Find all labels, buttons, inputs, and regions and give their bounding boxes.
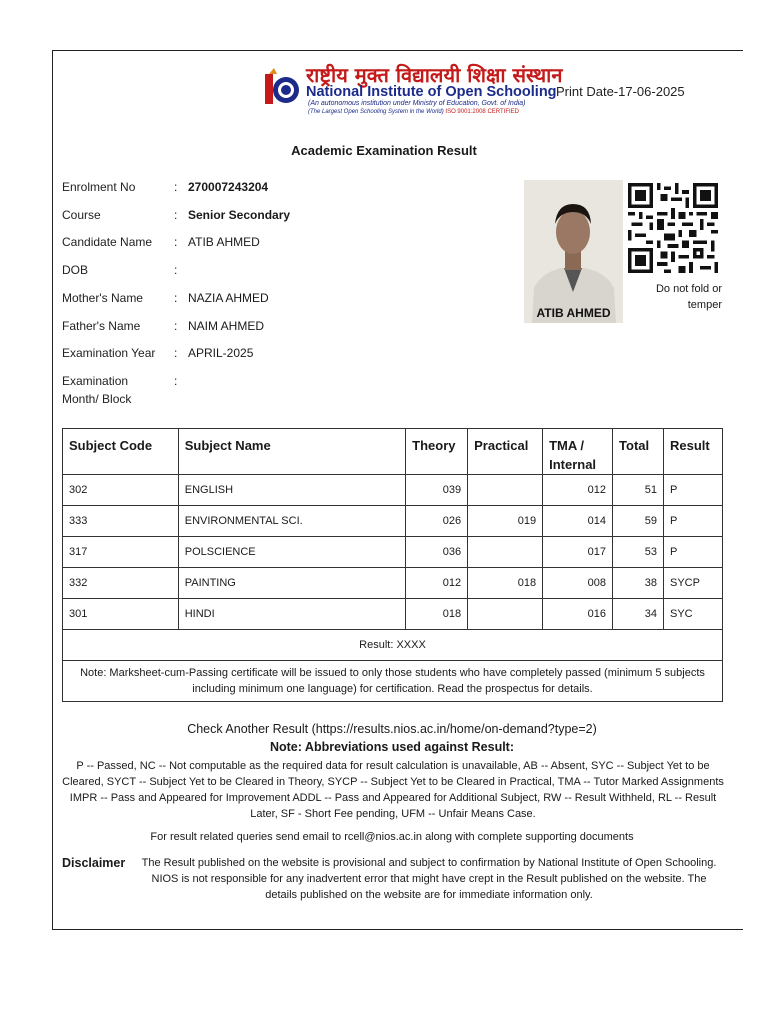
note-row xyxy=(63,661,723,702)
cell-theory: 012 xyxy=(406,568,468,599)
mother-name-label: Mother's Name xyxy=(62,291,143,305)
cell-practical: 018 xyxy=(468,568,543,599)
table-row xyxy=(63,599,723,630)
institute-english-name xyxy=(306,84,557,100)
dob-label: DOB xyxy=(62,263,89,277)
result-summary-row xyxy=(63,630,723,661)
cell-practical xyxy=(468,599,543,630)
institute-tagline: (An autonomous institution under Ministry of Education, Govt. of India) xyxy=(308,100,526,107)
photo-caption: ATIB AHMED xyxy=(536,306,611,320)
person-silhouette-icon xyxy=(524,180,623,323)
iso-certified: ISO 9001:2008 CERTIFIED xyxy=(445,109,519,115)
cell-code: 301 xyxy=(63,599,179,630)
abbreviations-text: P -- Passed, NC -- Not computable as the required data for result calculation is unavailable, AB -- Absent, SYC -- Subject Yet to be Cleared, SYCT -- Subject Yet to be Cleared in Theory, SYCP -- Subject Yet to be Cleared in Practical, TMA -- Tutor Marked Assignments IMPR -- Pass and Appeared for Improvement ADDL -- Pass and Appeared for Additional Subject, RW -- Result Withheld, RL -- Result Later, SF - Short Fee pending, UFM -- Unfair Means Case. xyxy=(62,760,724,820)
cell-name: HINDI xyxy=(178,599,405,630)
cell-result: P xyxy=(663,537,722,568)
cell-result: P xyxy=(663,506,722,537)
cell-theory: 039 xyxy=(406,475,468,506)
nios-logo xyxy=(264,63,563,122)
cell-theory: 026 xyxy=(406,506,468,537)
institute-tagline2 xyxy=(308,109,519,115)
cell-result: SYCP xyxy=(663,568,722,599)
enrolment-value: 270007243204 xyxy=(188,180,269,194)
candidate-name-label: Candidate Name xyxy=(62,235,153,249)
cell-tma: 017 xyxy=(543,537,613,568)
candidate-name-value: ATIB AHMED xyxy=(188,235,260,249)
tagline2-text: (The Largest Open Schooling System in the World) xyxy=(308,109,444,115)
check-another-url[interactable]: (https://results.nios.ac.in/home/on-demand?type=2) xyxy=(311,722,597,736)
mother-name-value: NAZIA AHMED xyxy=(188,291,269,305)
enrolment-label: Enrolment No xyxy=(62,180,136,194)
institute-name-suffix: Open Schooling xyxy=(445,84,557,100)
candidate-photo xyxy=(524,180,623,323)
table-row xyxy=(63,568,723,599)
table-row xyxy=(63,506,723,537)
course-value: Senior Secondary xyxy=(188,208,291,222)
cell-practical xyxy=(468,475,543,506)
table-row xyxy=(63,475,723,506)
cell-tma: 016 xyxy=(543,599,613,630)
header-theory: Theory xyxy=(406,429,468,475)
institute-hindi-name: राष्ट्रीय मुक्त विद्यालयी शिक्षा संस्थान xyxy=(306,63,563,87)
header-subject-code: Subject Code xyxy=(63,429,179,475)
cell-total: 34 xyxy=(613,599,664,630)
cell-name: PAINTING xyxy=(178,568,405,599)
cell-theory: 036 xyxy=(406,537,468,568)
abbreviations-title: Note: Abbreviations used against Result: xyxy=(269,740,515,754)
cell-practical xyxy=(468,537,543,568)
colon: : xyxy=(174,291,178,305)
cell-code: 332 xyxy=(63,568,179,599)
header-practical: Practical xyxy=(468,429,543,475)
cell-total: 59 xyxy=(613,506,664,537)
cell-code: 302 xyxy=(63,475,179,506)
queries-note: For result related queries send email to rcell@nios.ac.in along with complete supporting documents xyxy=(150,831,634,843)
cell-code: 333 xyxy=(63,506,179,537)
cell-tma: 014 xyxy=(543,506,613,537)
header-total: Total xyxy=(613,429,664,475)
result-summary: Result: XXXX xyxy=(63,630,723,661)
colon: : xyxy=(174,263,178,277)
disclaimer-label: Disclaimer xyxy=(62,856,126,870)
qr-note: Do not fold or temper xyxy=(655,283,722,311)
colon: : xyxy=(174,208,178,222)
page-title: Academic Examination Result xyxy=(291,143,477,158)
cell-name: ENGLISH xyxy=(178,475,405,506)
cell-total: 51 xyxy=(613,475,664,506)
qr-code-icon xyxy=(626,183,720,273)
print-date: Print Date-17-06-2025 xyxy=(556,84,685,99)
certificate-note: Note: Marksheet-cum-Passing certificate will be issued to only those students who have completely passed (minimum 5 subjects including minimum one language) for certification. Read the prospectus for details. xyxy=(63,661,723,702)
cell-total: 38 xyxy=(613,568,664,599)
cell-theory: 018 xyxy=(406,599,468,630)
cell-result: P xyxy=(663,475,722,506)
exam-year-value: APRIL-2025 xyxy=(188,346,254,360)
cell-name: POLSCIENCE xyxy=(178,537,405,568)
cell-practical: 019 xyxy=(468,506,543,537)
father-name-label: Father's Name xyxy=(62,319,141,333)
exam-year-label: Examination Year xyxy=(62,346,156,360)
check-another-result xyxy=(0,722,768,736)
exam-month-label: Examination Month/ Block xyxy=(62,374,132,406)
colon: : xyxy=(174,374,178,388)
colon: : xyxy=(174,235,178,249)
colon: : xyxy=(174,346,178,360)
institute-name-prefix: National Institute of xyxy=(306,84,442,100)
cell-code: 317 xyxy=(63,537,179,568)
check-another-label[interactable]: Check Another Result xyxy=(187,722,309,736)
cell-name: ENVIRONMENTAL SCI. xyxy=(178,506,405,537)
header-result: Result xyxy=(663,429,722,475)
course-label: Course xyxy=(62,208,101,222)
disclaimer-text: The Result published on the website is provisional and subject to confirmation by National Institute of Open Schooling. NIOS is not responsible for any inadvertent error that might have crept in the Result published on the website. The details published on the website are for immediate information only. xyxy=(141,857,717,901)
cell-result: SYC xyxy=(663,599,722,630)
colon: : xyxy=(174,319,178,333)
results-table xyxy=(62,428,723,702)
colon: : xyxy=(174,180,178,194)
table-row xyxy=(63,537,723,568)
header-tma: TMA / Internal xyxy=(543,429,613,475)
cell-total: 53 xyxy=(613,537,664,568)
cell-tma: 008 xyxy=(543,568,613,599)
table-header-row xyxy=(63,429,723,475)
header-subject-name: Subject Name xyxy=(178,429,405,475)
nios-emblem-icon xyxy=(264,66,300,110)
father-name-value: NAIM AHMED xyxy=(188,319,265,333)
cell-tma: 012 xyxy=(543,475,613,506)
